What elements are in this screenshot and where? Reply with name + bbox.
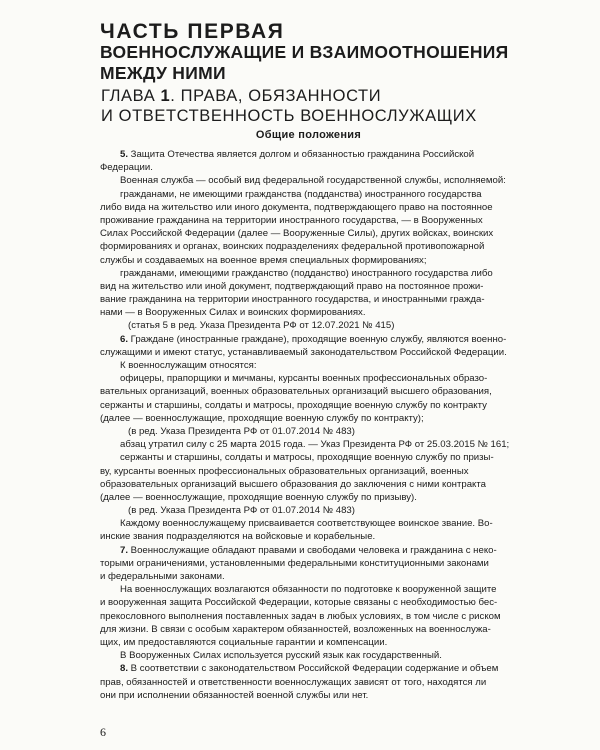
line-text: образовательных организаций высшего образования до заключения с ними контракта <box>100 478 486 490</box>
text-line <box>100 478 520 491</box>
text-line <box>100 280 520 293</box>
line-text: нами — в Вооруженных Силах и воинских формированиях. <box>100 307 366 319</box>
line-text: (далее — военнослужащие, проходящие военную службу по контракту); <box>100 412 424 424</box>
chapter-number: 1 <box>160 87 171 105</box>
line-text: гражданами, не имеющими гражданства (подданства) иностранного государства <box>120 188 482 200</box>
text-line <box>100 636 520 649</box>
line-text: На военнослужащих возлагаются обязанности по подготовке к вооруженной защите <box>120 584 497 596</box>
line-text: сержанты и старшины, солдаты и матросы, проходящие военную службу по призы- <box>120 452 494 464</box>
text-line <box>100 161 520 174</box>
part-label: ЧАСТЬ ПЕРВАЯ <box>100 20 285 43</box>
line-text: службы и создаваемых на военное время специальных формированиях; <box>100 254 427 266</box>
text-line <box>100 504 520 517</box>
line-text: торыми ограничениями, установленными федеральными конституционными законами <box>100 557 489 569</box>
chapter-title-part: . ПРАВА, ОБЯЗАННОСТИ <box>170 87 382 105</box>
text-line <box>100 412 520 425</box>
paragraph-number: 8. <box>120 663 129 675</box>
line-text: В соответствии с законодательством Российской Федерации содержание и объем <box>128 663 499 675</box>
line-text: они при исполнении обязанностей военной службы или нет. <box>100 689 369 701</box>
line-text: Силах Российской Федерации (далее — Вооруженные Силы), других войсках, воинских <box>100 228 494 240</box>
text-line <box>100 188 520 201</box>
text-line <box>100 214 520 227</box>
text-line <box>100 451 520 464</box>
text-line <box>100 438 520 451</box>
text-line <box>100 346 520 359</box>
text-line <box>100 623 520 636</box>
text-line <box>100 662 520 675</box>
line-text: гражданами, имеющими гражданство (подданство) иностранного государства либо <box>120 267 493 279</box>
line-text: Каждому военнослужащему присваивается соответствующее воинское звание. Во- <box>120 518 493 530</box>
line-text: (далее — военнослужащие, проходящие военную службу по призыву). <box>100 491 417 503</box>
text-line <box>100 399 520 412</box>
chapter-heading <box>101 86 477 126</box>
line-text: сержанты и старшины, солдаты и матросы, проходящие военную службу по контракту <box>100 399 487 411</box>
text-line <box>100 570 520 583</box>
body-text <box>100 148 520 702</box>
text-line <box>100 240 520 253</box>
line-text: Федерации. <box>100 162 153 174</box>
text-line <box>100 201 520 214</box>
text-line <box>100 293 520 306</box>
chapter-heading-line-1 <box>101 86 477 106</box>
line-text: (в ред. Указа Президента РФ от 01.07.2014 № 483) <box>128 425 355 437</box>
line-text: вательных организаций, военных образовательных организаций высшего образования, <box>100 386 492 398</box>
text-line <box>100 306 520 319</box>
text-line <box>100 267 520 280</box>
part-title-line: МЕЖДУ НИМИ <box>100 63 226 83</box>
text-line <box>100 517 520 530</box>
line-text: абзац утратил силу с 25 марта 2015 года. — Указ Президента РФ от 25.03.2015 № 161; <box>120 439 510 451</box>
text-line <box>100 385 520 398</box>
paragraph-number: 5. <box>120 149 129 160</box>
text-line <box>100 425 520 438</box>
text-line <box>100 557 520 570</box>
section-heading: Общие положения <box>255 129 362 141</box>
text-line <box>100 465 520 478</box>
line-text: (в ред. Указа Президента РФ от 01.07.2014 № 483) <box>128 505 355 517</box>
line-text: щих, им предоставляются социальные гарантии и компенсации. <box>100 636 388 648</box>
text-line <box>100 544 520 557</box>
chapter-prefix: ГЛАВА <box>101 87 161 105</box>
text-line <box>100 689 520 702</box>
line-text: служащими и имеют статус, устанавливаемый законодательством Российской Федерации. <box>100 346 507 358</box>
text-line <box>100 333 520 346</box>
line-text: вид на жительство или иной документ, подтверждающий право на постоянное прожи- <box>100 280 484 292</box>
line-text: Защита Отечества является долгом и обязанностью гражданина Российской <box>128 149 475 160</box>
line-text: К военнослужащим относятся: <box>120 360 257 371</box>
line-text: проживание гражданина на территории иностранного государства, — в Вооруженных <box>100 214 483 226</box>
paragraph-number: 7. <box>120 544 129 556</box>
text-line <box>100 372 520 385</box>
text-line <box>100 596 520 609</box>
text-line <box>100 227 520 240</box>
line-text: ву, курсанты военных профессиональных образовательных организаций, военных <box>100 465 469 477</box>
part-title <box>100 42 509 84</box>
line-text: Военнослужащие обладают правами и свободами человека и гражданина с неко- <box>128 544 497 556</box>
line-text: либо вида на жительство или иного документа, подтверждающего право на постоянное <box>100 201 493 213</box>
text-line <box>100 583 520 596</box>
chapter-heading-line-2: И ОТВЕТСТВЕННОСТЬ ВОЕННОСЛУЖАЩИХ <box>101 107 477 125</box>
line-text: и федеральными законами. <box>100 571 225 582</box>
line-text: (статья 5 в ред. Указа Президента РФ от 12.07.2021 № 415) <box>128 320 395 332</box>
part-title-line: ВОЕННОСЛУЖАЩИЕ И ВЗАИМООТНОШЕНИЯ <box>100 42 509 62</box>
text-line <box>100 676 520 689</box>
text-line <box>100 319 520 332</box>
text-line <box>100 610 520 623</box>
line-text: инские звания подразделяются на войсковые и корабельные. <box>100 531 376 543</box>
text-line <box>100 530 520 543</box>
text-line <box>100 649 520 662</box>
text-line <box>100 359 520 372</box>
line-text: и вооруженная защита Российской Федерации, которые связаны с необходимостью бес- <box>100 597 498 609</box>
line-text: Граждане (иностранные граждане), проходящие военную службу, являются военно- <box>128 333 507 345</box>
text-line <box>100 148 520 161</box>
text-line <box>100 491 520 504</box>
page-number: 6 <box>100 725 106 739</box>
line-text: офицеры, прапорщики и мичманы, курсанты военных профессиональных образо- <box>120 373 488 385</box>
text-line <box>100 174 520 187</box>
line-text: для жизни. В связи с особым характером обязанностей, возложенных на военнослужа- <box>100 623 491 635</box>
paragraph-number: 6. <box>120 333 129 345</box>
line-text: вание гражданина на территории иностранного государства, и иностранными гражда- <box>100 294 485 306</box>
line-text: В Вооруженных Силах используется русский язык как государственный. <box>120 650 442 662</box>
line-text: прав, обязанностей и ответственности военнослужащих зависят от того, находятся ли <box>100 676 487 688</box>
line-text: Военная служба — особый вид федеральной государственной службы, исполняемой: <box>120 175 506 187</box>
line-text: формированиях и органах, воинских подразделениях федеральной противопожарной <box>100 241 485 253</box>
text-line <box>100 254 520 267</box>
line-text: прекословного выполнения поставленных задач в любых условиях, в том числе с риском <box>100 610 501 622</box>
